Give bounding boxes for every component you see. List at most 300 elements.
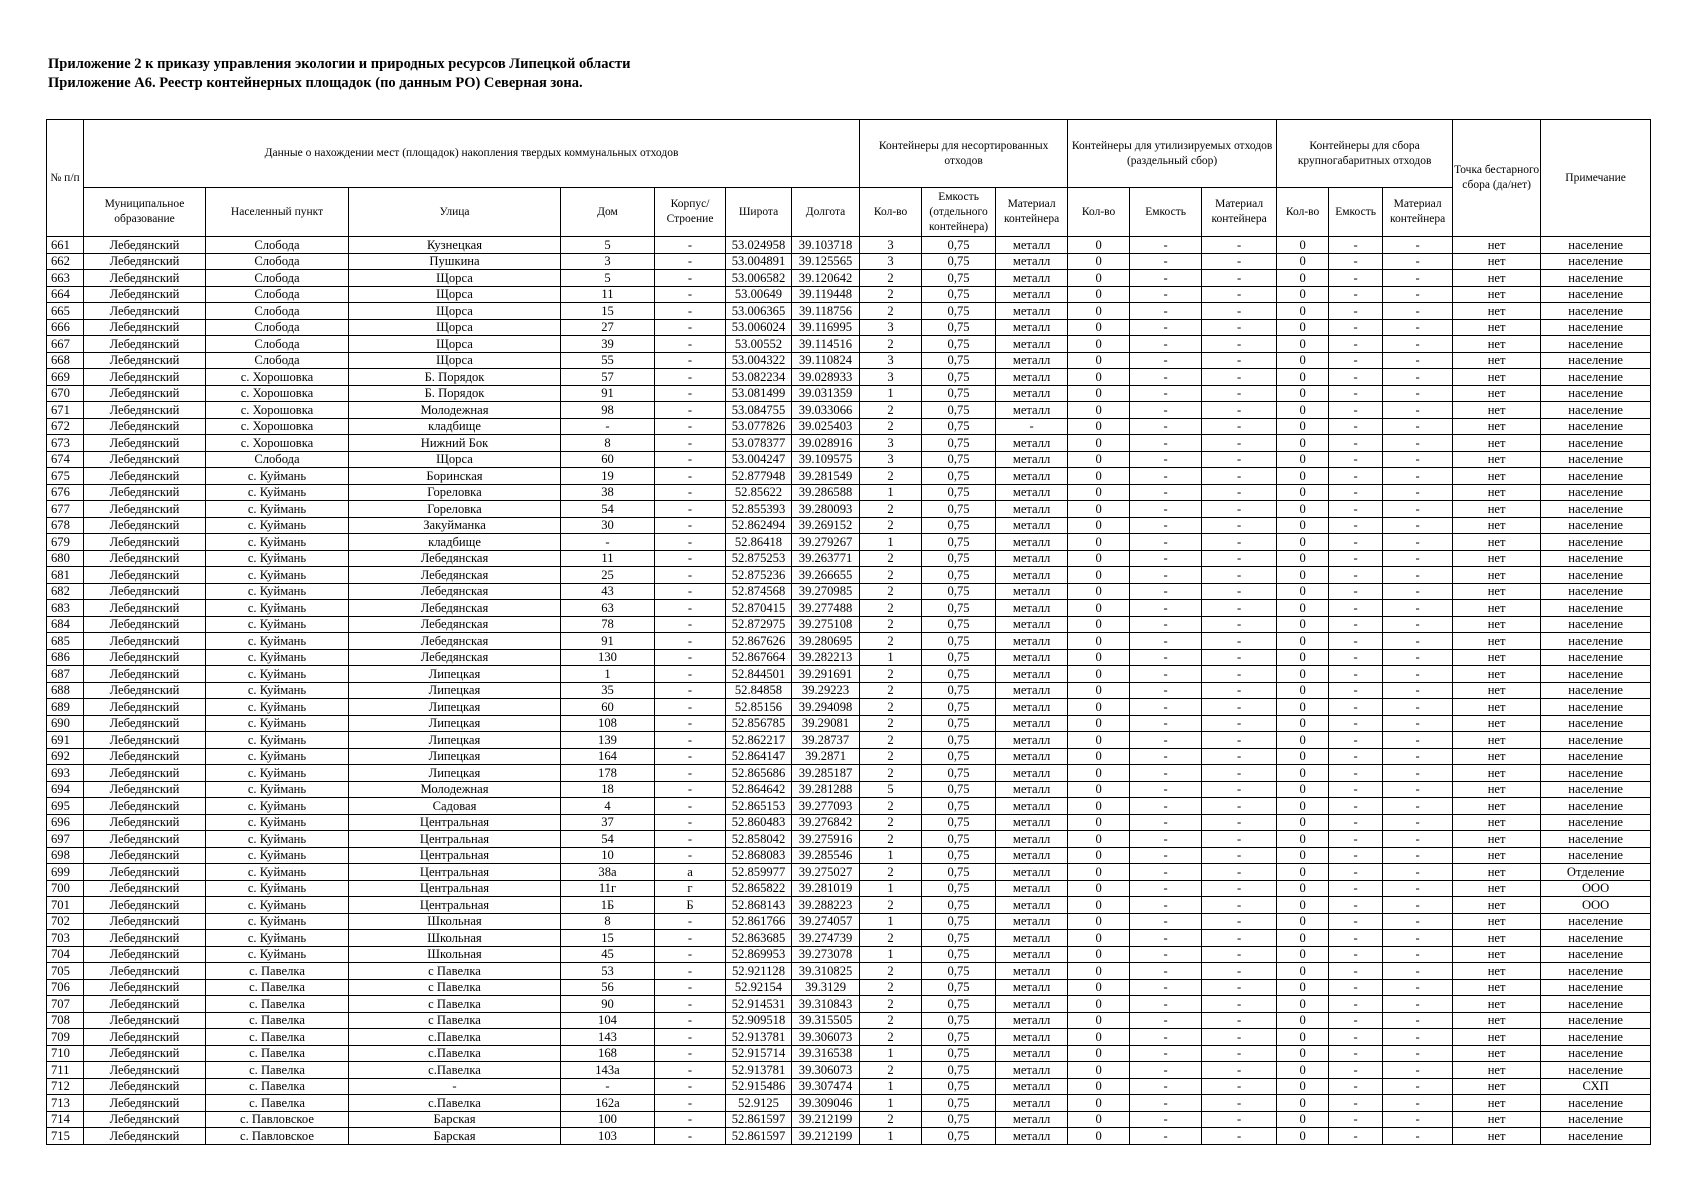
cell-bagless: нет [1453,1012,1541,1029]
cell-unsorted-material: металл [996,732,1068,749]
cell-house: 54 [561,501,655,518]
cell-lon: 39.285546 [792,847,860,864]
cell-note: население [1541,847,1651,864]
cell-unsorted-capacity: 0,75 [922,451,996,468]
cell-unsorted-material: металл [996,270,1068,287]
cell-lon: 39.310843 [792,996,860,1013]
cell-recyclable-material: - [1202,633,1277,650]
cell-recyclable-count: 0 [1068,1062,1130,1079]
cell-lon: 39.316538 [792,1045,860,1062]
cell-bulky-capacity: - [1329,633,1383,650]
cell-unsorted-capacity: 0,75 [922,814,996,831]
cell-building: - [655,600,726,617]
cell-lon: 39.280695 [792,633,860,650]
cell-municipality: Лебедянский [84,732,206,749]
cell-unsorted-capacity: 0,75 [922,567,996,584]
cell-num: 676 [47,484,84,501]
cell-building: а [655,864,726,881]
cell-unsorted-material: металл [996,1012,1068,1029]
cell-unsorted-count: 2 [860,715,922,732]
cell-municipality: Лебедянский [84,781,206,798]
cell-settlement: с. Павелка [206,979,349,996]
cell-building: - [655,435,726,452]
cell-num: 697 [47,831,84,848]
header-unsorted: Контейнеры для несортированных отходов [860,120,1068,188]
cell-bagless: нет [1453,616,1541,633]
cell-settlement: с. Куймань [206,550,349,567]
cell-unsorted-count: 2 [860,748,922,765]
cell-lat: 52.875236 [726,567,792,584]
cell-lon: 39.270985 [792,583,860,600]
cell-bulky-capacity: - [1329,616,1383,633]
cell-recyclable-material: - [1202,831,1277,848]
cell-lat: 52.863685 [726,930,792,947]
table-row [47,765,1651,782]
cell-unsorted-capacity: 0,75 [922,682,996,699]
cell-bulky-count: 0 [1277,534,1329,551]
cell-street: Боринская [349,468,561,485]
cell-street: с Павелка [349,963,561,980]
cell-note: население [1541,798,1651,815]
cell-house: 45 [561,946,655,963]
cell-bulky-count: 0 [1277,319,1329,336]
cell-street: Липецкая [349,765,561,782]
cell-settlement: с. Павловское [206,1128,349,1145]
cell-unsorted-capacity: 0,75 [922,418,996,435]
cell-lat: 52.867664 [726,649,792,666]
cell-lat: 52.844501 [726,666,792,683]
cell-num: 705 [47,963,84,980]
cell-house: 38а [561,864,655,881]
cell-lat: 52.861766 [726,913,792,930]
cell-unsorted-count: 2 [860,600,922,617]
cell-bulky-capacity: - [1329,1062,1383,1079]
cell-bulky-capacity: - [1329,979,1383,996]
cell-bagless: нет [1453,237,1541,254]
cell-recyclable-count: 0 [1068,666,1130,683]
cell-recyclable-material: - [1202,616,1277,633]
cell-recyclable-capacity: - [1130,352,1202,369]
cell-lat: 52.92154 [726,979,792,996]
cell-street: - [349,1078,561,1095]
cell-recyclable-count: 0 [1068,864,1130,881]
cell-street: Кузнецкая [349,237,561,254]
cell-municipality: Лебедянский [84,352,206,369]
cell-lat: 52.865822 [726,880,792,897]
cell-unsorted-capacity: 0,75 [922,468,996,485]
cell-recyclable-material: - [1202,1062,1277,1079]
cell-bulky-count: 0 [1277,1095,1329,1112]
cell-municipality: Лебедянский [84,930,206,947]
cell-settlement: с. Хорошовка [206,385,349,402]
cell-bulky-capacity: - [1329,1078,1383,1095]
cell-unsorted-count: 1 [860,1078,922,1095]
cell-unsorted-capacity: 0,75 [922,897,996,914]
cell-settlement: с. Куймань [206,501,349,518]
cell-recyclable-capacity: - [1130,319,1202,336]
cell-house: 55 [561,352,655,369]
cell-lon: 39.110824 [792,352,860,369]
cell-recyclable-count: 0 [1068,748,1130,765]
cell-unsorted-count: 1 [860,1128,922,1145]
cell-recyclable-material: - [1202,451,1277,468]
cell-municipality: Лебедянский [84,286,206,303]
cell-building: - [655,699,726,716]
cell-num: 707 [47,996,84,1013]
cell-lat: 52.921128 [726,963,792,980]
cell-num: 661 [47,237,84,254]
cell-recyclable-count: 0 [1068,798,1130,815]
cell-lon: 39.3129 [792,979,860,996]
cell-bulky-count: 0 [1277,1078,1329,1095]
cell-municipality: Лебедянский [84,616,206,633]
cell-building: - [655,286,726,303]
cell-bagless: нет [1453,352,1541,369]
cell-num: 710 [47,1045,84,1062]
table-body [47,237,1651,1145]
cell-bulky-count: 0 [1277,1012,1329,1029]
cell-recyclable-material: - [1202,336,1277,353]
cell-bulky-material: - [1383,253,1453,270]
cell-bulky-count: 0 [1277,913,1329,930]
cell-recyclable-count: 0 [1068,1012,1130,1029]
cell-unsorted-material: металл [996,715,1068,732]
cell-bulky-capacity: - [1329,831,1383,848]
cell-settlement: Слобода [206,352,349,369]
cell-settlement: с. Куймань [206,748,349,765]
table-row [47,451,1651,468]
cell-building: - [655,715,726,732]
cell-recyclable-capacity: - [1130,1045,1202,1062]
cell-unsorted-material: металл [996,682,1068,699]
cell-recyclable-count: 0 [1068,352,1130,369]
cell-municipality: Лебедянский [84,1111,206,1128]
cell-bagless: нет [1453,550,1541,567]
table-row [47,303,1651,320]
cell-bulky-material: - [1383,1095,1453,1112]
cell-note: население [1541,303,1651,320]
cell-lat: 53.004322 [726,352,792,369]
cell-unsorted-capacity: 0,75 [922,369,996,386]
cell-house: 91 [561,385,655,402]
cell-building: Б [655,897,726,914]
cell-recyclable-material: - [1202,814,1277,831]
table-row [47,781,1651,798]
cell-unsorted-material: металл [996,369,1068,386]
cell-num: 674 [47,451,84,468]
cell-settlement: с. Куймань [206,864,349,881]
cell-recyclable-capacity: - [1130,1062,1202,1079]
cell-building: - [655,517,726,534]
cell-settlement: Слобода [206,237,349,254]
cell-unsorted-capacity: 0,75 [922,583,996,600]
cell-building: - [655,781,726,798]
cell-unsorted-count: 2 [860,633,922,650]
cell-municipality: Лебедянский [84,963,206,980]
cell-unsorted-material: металл [996,831,1068,848]
cell-bulky-count: 0 [1277,600,1329,617]
cell-settlement: Слобода [206,286,349,303]
cell-num: 663 [47,270,84,287]
cell-settlement: Слобода [206,336,349,353]
cell-lon: 39.275027 [792,864,860,881]
cell-bulky-count: 0 [1277,633,1329,650]
cell-building: - [655,847,726,864]
cell-lon: 39.031359 [792,385,860,402]
cell-street: Липецкая [349,732,561,749]
cell-recyclable-material: - [1202,682,1277,699]
cell-lon: 39.025403 [792,418,860,435]
cell-building: - [655,484,726,501]
cell-bulky-material: - [1383,798,1453,815]
cell-num: 698 [47,847,84,864]
cell-municipality: Лебедянский [84,946,206,963]
cell-bulky-capacity: - [1329,963,1383,980]
cell-bagless: нет [1453,930,1541,947]
cell-lat: 52.909518 [726,1012,792,1029]
cell-street: Нижний Бок [349,435,561,452]
cell-lon: 39.277488 [792,600,860,617]
table-row [47,748,1651,765]
cell-unsorted-count: 2 [860,286,922,303]
cell-recyclable-capacity: - [1130,600,1202,617]
cell-num: 687 [47,666,84,683]
cell-street: Молодежная [349,781,561,798]
cell-lon: 39.282213 [792,649,860,666]
cell-lon: 39.274057 [792,913,860,930]
cell-unsorted-capacity: 0,75 [922,979,996,996]
cell-unsorted-capacity: 0,75 [922,352,996,369]
cell-bulky-count: 0 [1277,979,1329,996]
cell-unsorted-count: 2 [860,666,922,683]
cell-bulky-material: - [1383,748,1453,765]
cell-bagless: нет [1453,748,1541,765]
cell-street: Липецкая [349,666,561,683]
cell-street: Лебедянская [349,633,561,650]
cell-recyclable-capacity: - [1130,864,1202,881]
cell-recyclable-count: 0 [1068,501,1130,518]
cell-num: 700 [47,880,84,897]
cell-unsorted-material: металл [996,1029,1068,1046]
cell-bagless: нет [1453,385,1541,402]
cell-building: - [655,1045,726,1062]
cell-building: - [655,567,726,584]
table-row [47,633,1651,650]
cell-recyclable-capacity: - [1130,682,1202,699]
table-row [47,534,1651,551]
cell-unsorted-material: металл [996,880,1068,897]
cell-unsorted-material: металл [996,468,1068,485]
cell-unsorted-count: 2 [860,1111,922,1128]
cell-recyclable-capacity: - [1130,798,1202,815]
cell-unsorted-capacity: 0,75 [922,402,996,419]
cell-bagless: нет [1453,781,1541,798]
header-recyclable: Контейнеры для утилизируемых отходов (раздельный сбор) [1068,120,1277,188]
cell-bagless: нет [1453,847,1541,864]
cell-lon: 39.276842 [792,814,860,831]
cell-bulky-count: 0 [1277,715,1329,732]
cell-bulky-capacity: - [1329,418,1383,435]
cell-house: 5 [561,270,655,287]
cell-house: 39 [561,336,655,353]
cell-house: 1 [561,666,655,683]
cell-house: 162а [561,1095,655,1112]
cell-recyclable-capacity: - [1130,534,1202,551]
cell-note: население [1541,699,1651,716]
cell-house: 8 [561,435,655,452]
cell-unsorted-count: 2 [860,831,922,848]
cell-bulky-capacity: - [1329,798,1383,815]
cell-municipality: Лебедянский [84,715,206,732]
cell-bulky-material: - [1383,880,1453,897]
cell-bulky-count: 0 [1277,930,1329,947]
cell-bulky-capacity: - [1329,847,1383,864]
cell-lat: 52.872975 [726,616,792,633]
cell-bulky-count: 0 [1277,748,1329,765]
cell-unsorted-capacity: 0,75 [922,517,996,534]
cell-bagless: нет [1453,451,1541,468]
cell-building: - [655,550,726,567]
cell-bulky-material: - [1383,352,1453,369]
cell-bagless: нет [1453,798,1541,815]
header-note: Примечание [1541,120,1651,237]
cell-note: население [1541,1062,1651,1079]
cell-recyclable-count: 0 [1068,1128,1130,1145]
cell-building: - [655,748,726,765]
cell-recyclable-capacity: - [1130,237,1202,254]
registry-table [46,119,1651,1145]
cell-recyclable-count: 0 [1068,237,1130,254]
cell-unsorted-count: 1 [860,1095,922,1112]
cell-num: 668 [47,352,84,369]
cell-unsorted-material: металл [996,864,1068,881]
cell-lat: 52.914531 [726,996,792,1013]
cell-street: Липецкая [349,748,561,765]
cell-lat: 52.861597 [726,1111,792,1128]
cell-unsorted-count: 1 [860,1045,922,1062]
cell-unsorted-capacity: 0,75 [922,715,996,732]
cell-lon: 39.294098 [792,699,860,716]
cell-municipality: Лебедянский [84,748,206,765]
cell-bagless: нет [1453,402,1541,419]
cell-settlement: с. Куймань [206,814,349,831]
cell-bulky-material: - [1383,732,1453,749]
cell-house: 60 [561,699,655,716]
cell-bulky-capacity: - [1329,699,1383,716]
cell-lon: 39.273078 [792,946,860,963]
cell-recyclable-count: 0 [1068,963,1130,980]
cell-num: 665 [47,303,84,320]
cell-recyclable-material: - [1202,600,1277,617]
cell-recyclable-material: - [1202,1029,1277,1046]
cell-unsorted-capacity: 0,75 [922,649,996,666]
cell-street: Гореловка [349,484,561,501]
cell-num: 667 [47,336,84,353]
cell-lat: 52.858042 [726,831,792,848]
cell-recyclable-capacity: - [1130,1029,1202,1046]
table-row [47,616,1651,633]
cell-unsorted-material: металл [996,1128,1068,1145]
cell-settlement: с. Павелка [206,1012,349,1029]
cell-unsorted-count: 2 [860,336,922,353]
cell-bulky-count: 0 [1277,303,1329,320]
cell-municipality: Лебедянский [84,699,206,716]
table-row [47,979,1651,996]
cell-unsorted-capacity: 0,75 [922,319,996,336]
cell-recyclable-material: - [1202,253,1277,270]
cell-recyclable-material: - [1202,517,1277,534]
cell-lon: 39.119448 [792,286,860,303]
cell-bagless: нет [1453,864,1541,881]
cell-lon: 39.269152 [792,517,860,534]
table-row [47,435,1651,452]
header-bagless: Точка бестарного сбора (да/нет) [1453,120,1541,237]
cell-unsorted-count: 1 [860,649,922,666]
cell-num: 713 [47,1095,84,1112]
cell-lat: 52.861597 [726,1128,792,1145]
header-bulky-capacity: Емкость [1329,188,1383,237]
cell-recyclable-material: - [1202,979,1277,996]
cell-street: Школьная [349,913,561,930]
cell-unsorted-material: металл [996,1078,1068,1095]
cell-recyclable-material: - [1202,303,1277,320]
cell-bagless: нет [1453,996,1541,1013]
cell-note: население [1541,253,1651,270]
header-recyclable-count: Кол-во [1068,188,1130,237]
cell-settlement: с. Куймань [206,715,349,732]
cell-building: - [655,946,726,963]
cell-unsorted-capacity: 0,75 [922,963,996,980]
cell-bulky-count: 0 [1277,897,1329,914]
cell-settlement: с. Павелка [206,1062,349,1079]
cell-note: Отделение [1541,864,1651,881]
cell-num: 702 [47,913,84,930]
cell-lat: 53.00649 [726,286,792,303]
cell-house: - [561,1078,655,1095]
cell-bulky-capacity: - [1329,369,1383,386]
cell-num: 699 [47,864,84,881]
cell-lat: 52.859977 [726,864,792,881]
cell-lon: 39.116995 [792,319,860,336]
cell-lon: 39.028916 [792,435,860,452]
cell-bulky-count: 0 [1277,831,1329,848]
cell-recyclable-material: - [1202,468,1277,485]
header-bulky-count: Кол-во [1277,188,1329,237]
cell-street: Лебедянская [349,550,561,567]
cell-lon: 39.306073 [792,1029,860,1046]
cell-settlement: с. Куймань [206,567,349,584]
cell-note: население [1541,550,1651,567]
cell-street: Щорса [349,303,561,320]
cell-note: население [1541,616,1651,633]
cell-lat: 52.855393 [726,501,792,518]
cell-num: 695 [47,798,84,815]
cell-unsorted-capacity: 0,75 [922,286,996,303]
cell-recyclable-count: 0 [1068,616,1130,633]
cell-note: население [1541,831,1651,848]
cell-bagless: нет [1453,303,1541,320]
cell-bulky-capacity: - [1329,913,1383,930]
table-row [47,699,1651,716]
cell-recyclable-material: - [1202,237,1277,254]
cell-street: Лебедянская [349,567,561,584]
cell-recyclable-count: 0 [1068,517,1130,534]
cell-unsorted-capacity: 0,75 [922,847,996,864]
cell-municipality: Лебедянский [84,913,206,930]
cell-lon: 39.103718 [792,237,860,254]
cell-recyclable-material: - [1202,748,1277,765]
cell-recyclable-count: 0 [1068,385,1130,402]
